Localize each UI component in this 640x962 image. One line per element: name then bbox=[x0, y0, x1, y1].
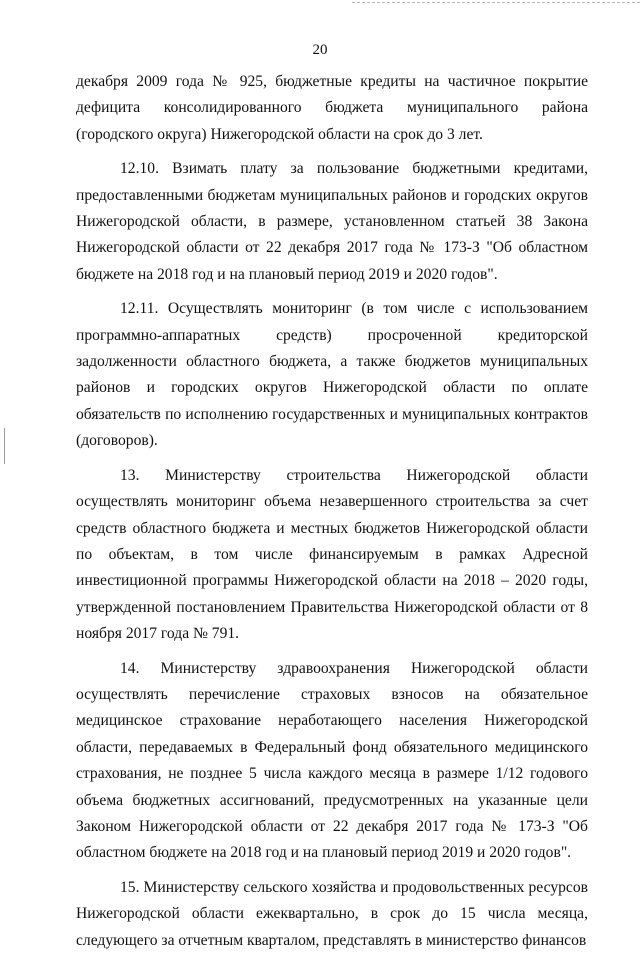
document-body bbox=[76, 69, 588, 962]
page-number: 20 bbox=[312, 42, 328, 58]
scan-margin-mark bbox=[4, 428, 5, 464]
scan-edge-line bbox=[352, 2, 640, 3]
paragraph-12-10: 12.10. Взимать плату за пользование бюджетными кредитами, предоставленными бюджетам муниципальных районов и городских округов Нижегородской области, в размере, установленном статьей 38 Закона Нижегородской области от 22 декабря 2017 года № 173-З "Об областном бюджете на 2018 год и на плановый период 2019 и 2020 годов". bbox=[76, 160, 588, 283]
paragraph-14: 14. Министерству здравоохранения Нижегородской области осуществлять перечисление страховых взносов на обязательное медицинское страхование неработающего населения Нижегородской области, передаваемых в Федеральный фонд обязательного медицинского страхования, не позднее 5 числа каждого месяца в размере 1/12 годового объема бюджетных ассигнований, предусмотренных на указанные цели Законом Нижегородской области от 22 декабря 2017 года № 173-З "Об областном бюджете на 2018 год и на плановый период 2019 и 2020 годов". bbox=[76, 659, 588, 862]
paragraph-continuation: декабря 2009 года № 925, бюджетные кредиты на частичное покрытие дефицита консолидированного бюджета муниципального района (городского округа) Нижегородской области на срок до 3 лет. bbox=[76, 73, 588, 143]
paragraph-12-11: 12.11. Осуществлять мониторинг (в том числе с использованием программно-аппаратных средств) просроченной кредиторской задолженности областного бюджета, а также бюджетов муниципальных районов и городских округов Нижегородской области по оплате обязательств по исполнению государственных и муниципальных контрактов (договоров). bbox=[76, 300, 588, 450]
paragraph-13: 13. Министерству строительства Нижегородской области осуществлять мониторинг объема незавершенного строительства за счет средств областного бюджета и местных бюджетов Нижегородской области по объектам, в том числе финансируемым в рамках Адресной инвестиционной программы Нижегородской области на 2018 – 2020 годы, утвержденной постановлением Правительства Нижегородской области от 8 ноября 2017 года № 791. bbox=[76, 466, 588, 643]
paragraph-15: 15. Министерству сельского хозяйства и продовольственных ресурсов Нижегородской области ежеквартально, в срок до 15 числа месяца, следующего за отчетным кварталом, представлять в министерство финансов bbox=[76, 878, 588, 949]
